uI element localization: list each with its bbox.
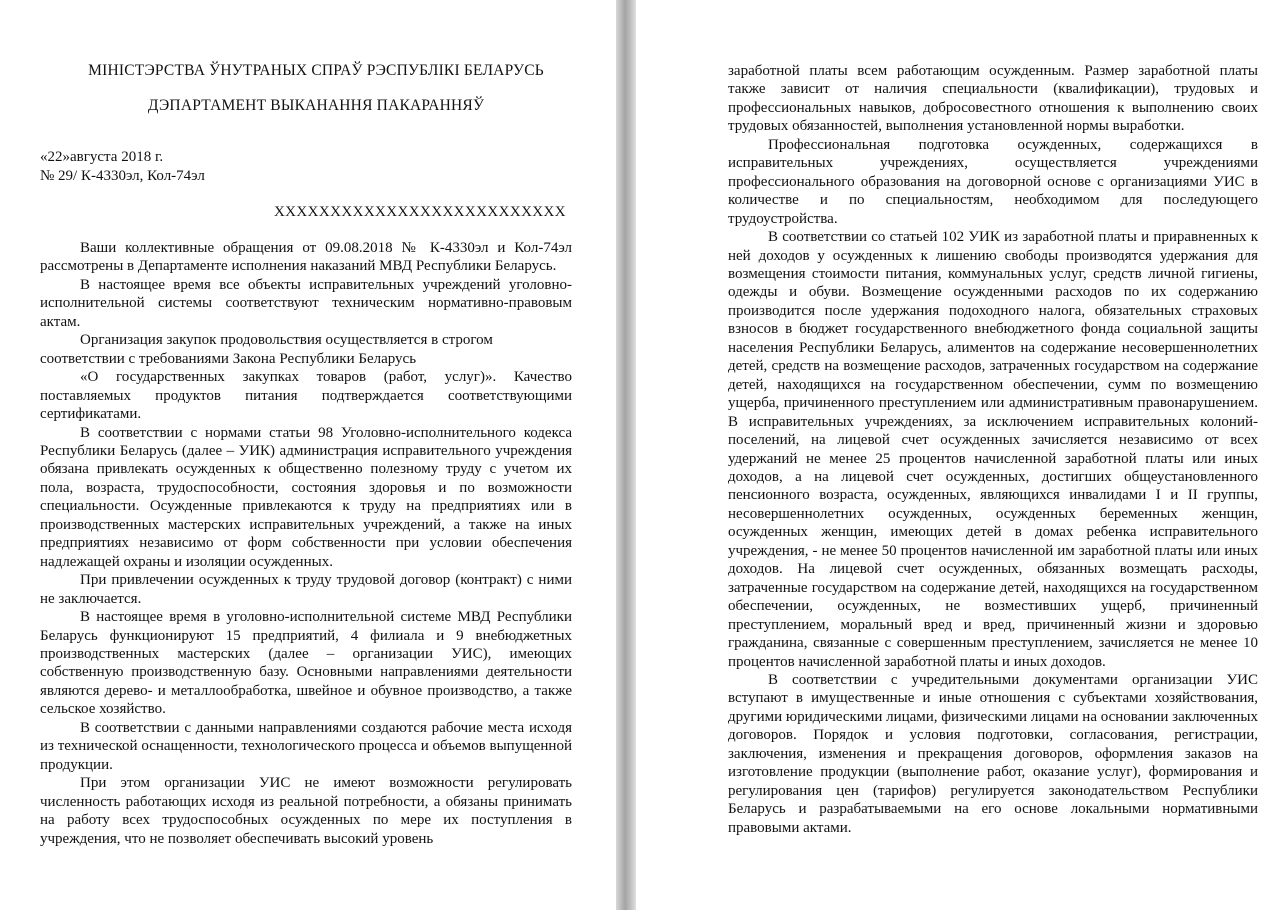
paragraph: заработной платы всем работающим осужденным. Размер заработной платы также зависит от наличия специальности (квалификации), трудовых и профессиональных навыков, добросовестного отношения к выполнению своих трудовых обязанностей, выполнения установленной нормы выработки. (728, 63, 1258, 135)
letter-meta (40, 148, 572, 185)
letter-number: № 29/ К-4330эл, Кол-74эл (40, 167, 205, 184)
paragraph: «О государственных закупках товаров (работ, услуг)». Качество поставляемых продуктов питания подтверждается соответствующими сертификатами. (40, 369, 572, 423)
paragraph: В соответствии с данными направлениями создаются рабочие места исходя из технической оснащенности, технологического процесса и объемов выпущенной продукции. (40, 719, 572, 773)
paragraph: В настоящее время все объекты исправительных учреждений уголовно-исполнительной системы соответствуют техническим нормативно-правовым актам. (40, 276, 572, 330)
document-page-left (0, 0, 616, 910)
paragraph: При привлечении осужденных к труду трудовой договор (контракт) с ними не заключается. (40, 572, 572, 607)
paragraph: При этом организации УИС не имеют возможности регулировать численность работающих исходя из реальной потребности, а обязаны принимать на работу всех трудоспособных осужденных по мере их поступления в учреждения, что не позволяет обеспечивать высокий уровень (40, 775, 572, 847)
page-gutter (616, 0, 636, 910)
letter-body-left (40, 239, 572, 848)
ministry-heading: МІНІСТЭРСТВА ЎНУТРАНЫХ СПРАЎ РЭСПУБЛІКІ БЕЛАРУСЬ (88, 62, 544, 79)
paragraph: Организация закупок продовольствия осуществляется в строгом соответствии с требованиями Закона Республики Беларусь (40, 332, 493, 367)
paragraph: В соответствии с нормами статьи 98 Уголовно-исполнительного кодекса Республики Беларусь (далее – УИК) администрация исправительного учреждения обязана привлекать осужденных к общественно полезному труду с учетом их пола, возраста, трудоспособности, состояния здоровья и по возможности специальности. Осужденные привлекаются к труду на предприятиях или в производственных мастерских исправительных учреждений, а также на иных предприятиях независимо от форм собственности при условии обеспечения надлежащей охраны и изоляции осужденных. (40, 424, 572, 570)
recipient-name: ХХХХХХХХХХХХХХХХХХХХХХХХХХ (273, 204, 566, 220)
paragraph: Профессиональная подготовка осужденных, содержащихся в исправительных учреждениях, осуществляется учреждениями профессионального образования на договорной основе с организациями УИС в количестве и по специальностям, необходимом для последующего трудоустройства. (728, 136, 1258, 227)
paragraph: В соответствии с учредительными документами организации УИС вступают в имущественные и иные отношения с субъектами хозяйствования, другими юридическими лицами, физическими лицами на основании заключенных договоров. Порядок и условия подготовки, согласования, регистрации, заключения, изменения и прекращения договоров, оформления заказов на изготовление продукции (выполнение работ, оказание услуг), формирования и регулирования цен (тарифов) регулируется законодательством Республики Беларусь и разрабатываемыми на его основе локальными нормативными правовыми актами. (728, 671, 1258, 836)
document-page-right (636, 0, 1280, 910)
paragraph: Ваши коллективные обращения от 09.08.2018 № К-4330эл и Кол-74эл рассмотрены в Департаменте исполнения наказаний МВД Республики Беларусь. (40, 240, 572, 275)
paragraph: В соответствии со статьей 102 УИК из заработной платы и приравненных к ней доходов у осужденных к лишению свободы производятся удержания для возмещения стоимости питания, коммунальных услуг, средств личной гигиены, одежды и обуви. Возмещение осужденными расходов по их содержанию производится после удержания подоходного налога, обязательных страховых взносов в бюджет государственного внебюджетного фонда социальной защиты населения Республики Беларусь, алиментов на содержание несовершеннолетних детей, средств на возмещение расходов, затраченных государством на содержание детей, находящихся на государственном обеспечении, сумм по возмещению ущерба, причиненного преступлением или административным правонарушением. В исправительных учреждениях, за исключением исправительных колоний-поселений, на лицевой счет осужденных зачисляется независимо от всех удержаний не менее 25 процентов начисленной заработной платы или иных доходов, а на лицевой счет осужденных, достигших общеустановленного пенсионного возраста, осужденных, являющихся инвалидами I и II группы, несовершеннолетних осужденных, осужденных беременных женщин, осужденных женщин, имеющих детей в домах ребенка исправительного учреждения, - не менее 50 процентов начисленной им заработной платы или иных доходов. На лицевой счет осужденных, обязанных возмещать расходы, затраченные государством на содержание детей, находящихся на государственном обеспечении, осужденных, не возместивших ущерб, причиненный преступлением, моральный вред и вред, причиненный жизни и здоровью гражданина, связанные с совершенным преступлением, зачисляется не менее 10 процентов начисленной заработной платы и иных доходов. (728, 229, 1258, 670)
paragraph: В настоящее время в уголовно-исполнительной системе МВД Республики Беларусь функционируют 15 предприятий, 4 филиала и 9 внебюджетных производственных мастерских (далее – организации УИС), имеющих собственную производственную базу. Основными направлениями деятельности являются дерево- и металлообработка, швейное и обувное производство, а также сельское хозяйство. (40, 609, 572, 718)
letter-body-right (728, 62, 1258, 837)
letter-date: «22»августа 2018 г. (40, 149, 164, 165)
department-heading: ДЭПАРТАМЕНТ ВЫКАНАННЯ ПАКАРАННЯЎ (147, 97, 485, 114)
